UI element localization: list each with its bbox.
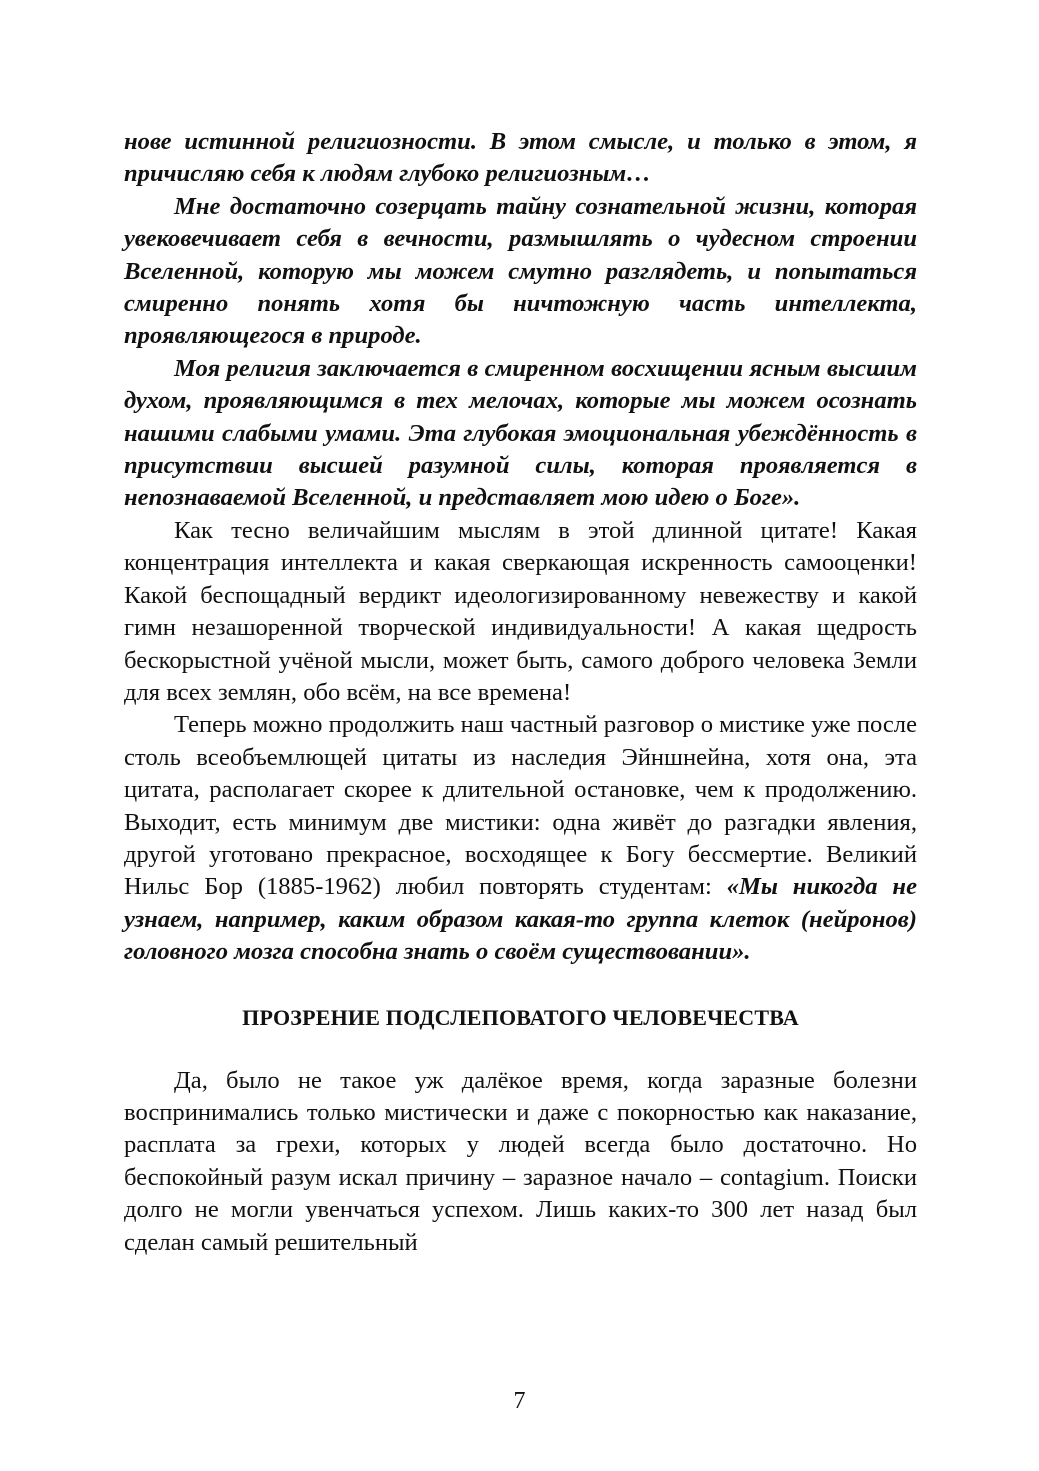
quote-continuation: нове истинной религиозности. В этом смысле, и только в этом, я причисляю себя к людям глубоко религиозным… [124,128,917,188]
section-heading: ПРОЗРЕНИЕ ПОДСЛЕПОВАТОГО ЧЕЛОВЕЧЕСТВА [242,1004,799,1030]
quote-paragraph: Мне достаточно созерцать тайну сознательной жизни, которая увековечивает себя в вечности, размышлять о чудесном строении Вселенной, которую мы можем смутно разглядеть, и попытаться смиренно понять хотя бы ничтожную часть интеллекта, проявляющегося в природе. [124,192,917,350]
mysticism-paragraph-text: Теперь можно продолжить наш частный разговор о мистике уже после столь всеобъемлющей цитаты из наследия Эйншнейна, хотя она, эта цитата, располагает скорее к длительной остановке, чем к продолжению. Выходит, есть минимум две мистики: одна живёт до разгадки явления, другой уготовано прекрасное, восходящее к Богу бессмертие. Великий Нильс Бор (1885-1962) любил повторять студентам: [124,711,917,901]
quote-paragraph: Моя религия заключается в смиренном восхищении ясным высшим духом, проявляющимся в тех мелочах, которые мы можем осознать нашими слабыми умами. Эта глубокая эмоциональная убеждённость в присутствии высшей разумной силы, которая проявляется в непознаваемой Вселенной, и представляет мою идею о Боге». [124,354,917,512]
section-paragraph: Да, было не такое уж далёкое время, когда заразные болезни воспринимались только мистически и даже с покорностью как наказание, расплата за грехи, которых у людей всегда было достаточно. Но беспокойный разум искал причину – заразное начало – contagium. Поиски долго не могли увенчаться успехом. Лишь каких-то 300 лет назад был сделан самый решительный [124,1066,917,1256]
page-number: 7 [513,1388,526,1414]
bohr-quote: «Мы никогда не узнаем, например, каким образом какая-то группа клеток (нейронов) головного мозга способна знать о своём существовании». [124,873,917,966]
mysticism-paragraph [124,709,917,968]
commentary-paragraph: Как тесно величайшим мыслям в этой длинной цитате! Какая концентрация интеллекта и какая сверкающая искренность самооценки! Какой беспощадный вердикт идеологизированному невежеству и какой гимн незашоренной творческой индивидуальности! А какая щедрость бескорыстной учёной мысли, может быть, самого доброго человека Земли для всех землян, обо всём, на все времена! [124,516,917,706]
page-body [124,126,917,1259]
